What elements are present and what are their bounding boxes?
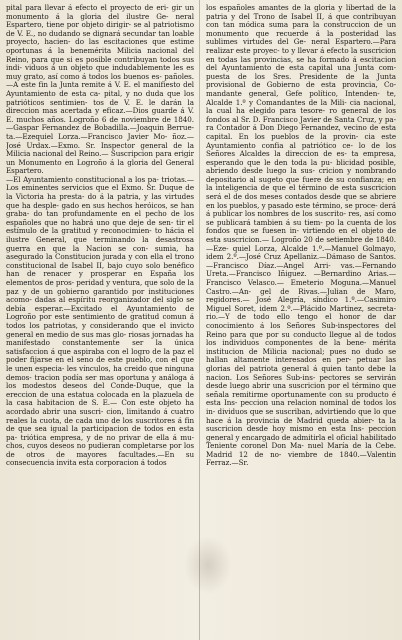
left-text-column: [6, 4, 194, 636]
right-paragraph-1: los españoles amantes de la gloria y libertad de la patria y del Trono de Isabel II, á que contribuyan con tan módica suma para la construccion de un monumento que recuerde á la posteridad las sublimes virtudes del Ge- neral Espartero.—Para realizar este proyec- to y llevar á efecto la suscricion en todas las provincias, se ha formado á escitacion del Ayuntamiento de esta capital una Junta com- puesta de los Sres. Presidente de la Junta provisional de Gobierno de esta provincia, Co- mandante general, Gefe político, Intenden- te, Alcalde 1.º y Comandantes de la Mili- cia nacional, la cual ha elegido para tesore- ro general de los fondos al Sr. D. Francisco Javier de Santa Cruz, y pa- ra Contador á Don Diego Fernandez, vecino de esta capital. En los pueblos de la provin- cia este Ayuntamiento confia al patriótico ce- lo de los Señores Alcaldes la direccion de es- ta empresa, esperando que le den toda la pu- blicidad posible, abriendo desde luego la sus- cricion y nombrando depositario al sugeto que fuere de su confianza; en la inteligencia de que el término de esta suscricion será el de dos meses contados desde que se abriere en los pueblos, y pasado este término, se proce- derá á publicar los nombres de los suscrito- res, así como se publicará tambien á su tiem- po la cuenta de los fondos que se fuesen in- virtiendo en el objeto de esta suscricion.— Logroño 20 de setiembre de 1840.—Eze- quiel Lorza, Alcalde 1.º.—Manuel Golmayo, idem 2.º.—José Cruz Apellaniz.—Dámaso de Santos.—Francisco Díaz.—Angel Arri- vas.—Fernando Ureta.—Francisco Iñiguez. —Bernardino Arias.—Francisco Velasco.— Emeterio Moguna.—Manuel Castro.—An- gel de Rivas.—Julian de Maro, regidores.— José Alegría, síndico 1.º.—Casimiro Miguel Soret, idem 2.º.—Plácido Martinez, secreta- rio.—Y de todo ello tengo el honor de dar conocimiento á los Señores Sub-inspectores del Reino para que por su conducto llegue al de todos los individuos componentes de la bene- mérita institucion de Milicia nacional; pues no dudo se hallan altamente interesados en per- petuar las glorias del patriota general á quien tanto debe la nacion. Los Señores Sub-ins- pectores se servirán desde luego abrir una suscricion por el término que señala remitirme oportunamente con su producto é esta Ins- peccion una relacion nominal de todos los in- dividuos que se suscriban, advirtiendo que lo que hace á la provincia de Madrid queda abier- ta la suscricion desde hoy mismo en esta Ins- peccion general y encargado de admitirla el oficial habilitado Teniente coronel Don Ma- nuel María de la Cebe. Madrid 12 de no- viembre de 1840.—Valentin Ferraz.—Sr.: [206, 4, 396, 468]
paper-stain: [184, 536, 232, 594]
left-paragraph-1: pital para llevar á efecto el proyecto de eri- gir un monumento á la gloria del ilustre Ge- neral Espartero, tiene por objeto dirigir- se al patriotismo de V. E., no dudando se dignará secundar tan loable proyecto, hacien- do las escitaciones que estime oportunas á la benemérita Milicia nacional del Reino, para que si es posible contribuyan todos sus indi- viduos á un objeto que indudablemente les es muy grato, así como á todos los buenos es- pañoles.—A este fin la Junta remite á V. E. el manifiesto del Ayuntamiento de esta ca- pital, y no duda que los patrióticos sentimien- tos de V. E. le darán la direccion mas acertada y eficaz.—Dios guarde á V. E. muchos años. Logroño 6 de noviembre de 1840.—Gaspar Fernandez de Bobadilla.—Joaquin Berrue- ta.—Ezequiel Lorza.—Francisco Javier Mo- ñoz.—José Urdax.—Exmo. Sr. Inspector general de la Milicia nacional del Reino.— Suscripcion para erigir un Monumento en Logroño á la gloria del General Espartero.: [6, 4, 194, 176]
left-paragraph-2: —El Ayuntamiento constitucional a los pa- triotas.—Los eminentes servicios que el Exmo. Sr. Duque de la Victoria ha presta- do á la patria, y las virtudes que ha desple- gado en sus hechos heróicos, se han graba- do tan profundamente en el pecho de los españoles que no habrá uno que deje de sen- tir el estímulo de la gratitud y reconocimien- to hácia el ilustre General, que terminando la desastrosa guerra en que la Nacion se con- sumia, ha asegurado la Constitucion jurada y con ella el trono constitucional de Isabel II, bajo cuyo solo benéfico han de renacer y prosperar en España los elementos de pros- peridad y ventura, que solo de la paz y de un gobierno garantido por instituciones acomo- dadas al espíritu reorganizador del siglo se debía esperar.—Excitado el Ayuntamiento de Logroño por este sentimiento de gratitud comun á todos los patriotas, y considerando que el invicto general en medio de sus mas glo- riosas jornadas ha manifestado constantemente ser la única satisfaccion á que aspiraba con el logro de la paz el poder fijarse en el seno de este pueblo, con el que le unen especia- les vínculos, ha creido que ninguna demos- tracion podía ser mas oportuna y análoga á los modestos deseos del Conde-Duque, que la ereccion de una estatua colocada en la plazuela de la casa habitacion de S. E.— Con este objeto ha acordado abrir una suscri- cion, limitando á cuatro reales la cuota, de cada uno de los suscritores á fin de que sea igual la participacion de todos en esta pa- triótica empresa, y de no privar de ella á mu- chos, cuyos deseos no pudieran completarse por los de otros de mayores facultades.—En su consecuencia invita esta corporacion á todos: [6, 174, 194, 468]
right-text-column: [206, 4, 396, 636]
